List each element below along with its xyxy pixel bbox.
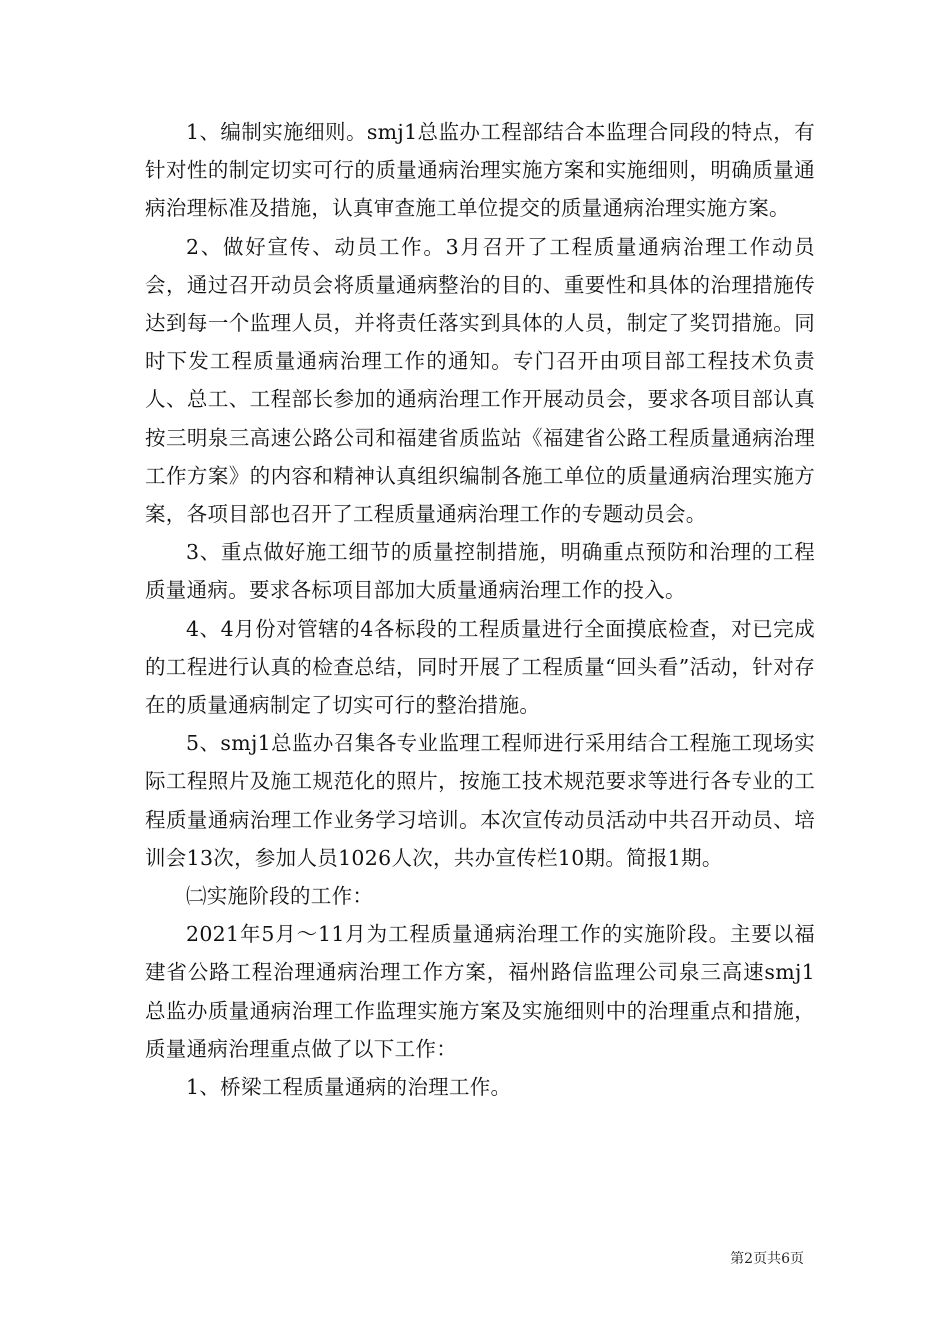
paragraph-4: 4、4月份对管辖的4各标段的工程质量进行全面摸底检查，对已完成的工程进行认真的检查总结，同时开展了工程质量“回头看”活动，针对存在的质量通病制定了切实可行的整治措施。 bbox=[145, 616, 815, 718]
paragraph-2: 2、做好宣传、动员工作。3月召开了工程质量通病治理工作动员会，通过召开动员会将质量通病整治的目的、重要性和具体的治理措施传达到每一个监理人员，并将责任落实到具体的人员，制定了奖罚措施。同时下发工程质量通病治理工作的通知。专门召开由项目部工程技术负责人、总工、工程部长参加的通病治理工作开展动员会，要求各项目部认真按三明泉三高速公路公司和福建省质监站《福建省公路工程质量通病治理工作方案》的内容和精神认真组织编制各施工单位的质量通病治理实施方案，各项目部也召开了工程质量通病治理工作的专题动员会。 bbox=[145, 234, 815, 527]
paragraph-1: 1、编制实施细则。smj1总监办工程部结合本监理合同段的特点，有针对性的制定切实可行的质量通病治理实施方案和实施细则，明确质量通病治理标准及措施，认真审查施工单位提交的质量通病治理实施方案。 bbox=[145, 120, 815, 221]
document-body bbox=[145, 113, 815, 1106]
page-number: 第2页共6页 bbox=[730, 1251, 804, 1267]
paragraph-7: 1、桥梁工程质量通病的治理工作。 bbox=[186, 1075, 512, 1100]
section-heading-implementation: ㈡实施阶段的工作： bbox=[186, 884, 374, 909]
paragraph-5: 5、smj1总监办召集各专业监理工程师进行采用结合工程施工现场实际工程照片及施工规范化的照片，按施工技术规范要求等进行各专业的工程质量通病治理工作业务学习培训。本次宣传动员活动中共召开动员、培训会13次，参加人员1026人次，共办宣传栏10期。简报1期。 bbox=[145, 731, 815, 870]
paragraph-3: 3、重点做好施工细节的质量控制措施，明确重点预防和治理的工程质量通病。要求各标项目部加大质量通病治理工作的投入。 bbox=[145, 540, 815, 603]
paragraph-6: 2021年5月～11月为工程质量通病治理工作的实施阶段。主要以福建省公路工程治理通病治理工作方案，福州路信监理公司泉三高速smj1总监办质量通病治理工作监理实施方案及实施细则中的治理重点和措施，质量通病治理重点做了以下工作： bbox=[145, 922, 815, 1061]
